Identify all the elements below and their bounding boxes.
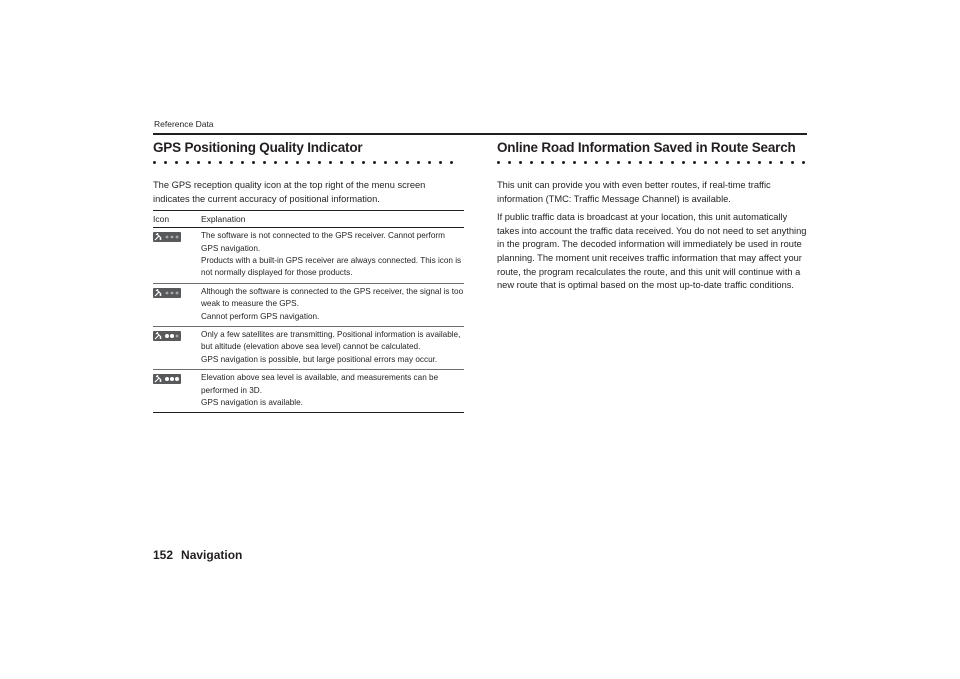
explanation-line: Although the software is connected to the GPS receiver, the signal is too weak to measure the GPS. — [201, 286, 464, 309]
rule-dot — [639, 161, 642, 164]
rule-dot — [562, 161, 565, 164]
col-header-icon: Icon — [153, 211, 201, 228]
rule-dot — [671, 161, 674, 164]
rule-dot — [519, 161, 522, 164]
gps-no-connection-icon — [153, 232, 181, 242]
online-road-para-2: If public traffic data is broadcast at your location, this unit automatically takes into account the traffic data received. You do not need to set anything in the program. The decoded information will immediately be used in route planning. The moment unit receives traffic information that may affect your route, the program recalculates the route, and this unit will continue with a new route that is optimal based on the most up-to-date traffic conditions. — [497, 212, 807, 291]
gps-2d-fix-icon — [153, 331, 181, 341]
rule-dot — [617, 161, 620, 164]
rule-dot — [208, 161, 211, 164]
col-header-explanation: Explanation — [201, 211, 464, 228]
rule-dot — [417, 161, 420, 164]
footer-section: Navigation — [181, 548, 243, 562]
rule-dot — [595, 161, 598, 164]
rule-dot — [693, 161, 696, 164]
rule-dot — [497, 161, 500, 164]
online-road-section — [497, 138, 807, 293]
rule-dot — [649, 161, 652, 164]
rule-dot — [230, 161, 233, 164]
explanation-text — [201, 228, 464, 283]
rule-dot — [274, 161, 277, 164]
top-rule — [153, 133, 807, 135]
explanation-line: Elevation above sea level is available, and measurements can be performed in 3D. — [201, 373, 439, 395]
rule-dot — [584, 161, 587, 164]
rule-dot — [606, 161, 609, 164]
page-footer — [153, 548, 242, 562]
rule-dot — [737, 161, 740, 164]
rule-dot — [252, 161, 255, 164]
rule-dot — [428, 161, 431, 164]
rule-dot — [285, 161, 288, 164]
rule-dot — [704, 161, 707, 164]
rule-dot — [406, 161, 409, 164]
rule-dot — [450, 161, 453, 164]
explanation-line: Products with a built-in GPS receiver are always connected. This icon is not normally displayed for those products. — [201, 256, 462, 278]
rule-dot — [508, 161, 511, 164]
running-head: Reference Data — [154, 119, 214, 129]
rule-dot — [384, 161, 387, 164]
rule-dot — [153, 161, 156, 164]
online-road-title: Online Road Information Saved in Route Search — [497, 140, 796, 155]
rule-dot — [747, 161, 750, 164]
rule-dot — [340, 161, 343, 164]
table-row — [153, 283, 464, 326]
rule-dot — [164, 161, 167, 164]
table-row — [153, 228, 464, 284]
explanation-text — [201, 370, 464, 412]
title-dot-rule — [153, 159, 453, 167]
rule-dot — [628, 161, 631, 164]
gps-section-title: GPS Positioning Quality Indicator — [153, 140, 363, 155]
rule-dot — [296, 161, 299, 164]
rule-dot — [541, 161, 544, 164]
explanation-text — [201, 284, 464, 326]
title-dot-rule — [497, 159, 805, 167]
rule-dot — [439, 161, 442, 164]
explanation-line: Cannot perform GPS navigation. — [201, 311, 320, 321]
rule-dot — [660, 161, 663, 164]
table-row — [153, 327, 464, 370]
rule-dot — [307, 161, 310, 164]
rule-dot — [395, 161, 398, 164]
rule-dot — [175, 161, 178, 164]
rule-dot — [241, 161, 244, 164]
rule-dot — [362, 161, 365, 164]
rule-dot — [715, 161, 718, 164]
gps-icon-table — [153, 210, 464, 413]
rule-dot — [197, 161, 200, 164]
rule-dot — [263, 161, 266, 164]
rule-dot — [791, 161, 794, 164]
rule-dot — [329, 161, 332, 164]
rule-dot — [769, 161, 772, 164]
explanation-text — [201, 327, 464, 369]
rule-dot — [318, 161, 321, 164]
page-number: 152 — [153, 548, 174, 562]
rule-dot — [802, 161, 805, 164]
table-row — [153, 370, 464, 413]
explanation-line: The software is not connected to the GPS receiver. Cannot perform GPS navigation. — [201, 231, 445, 253]
rule-dot — [780, 161, 783, 164]
rule-dot — [551, 161, 554, 164]
online-road-para-1: This unit can provide you with even better routes, if real-time traffic information (TMC: Traffic Message Channel) is available. — [497, 180, 771, 204]
rule-dot — [530, 161, 533, 164]
explanation-line: GPS navigation is possible, but large positional errors may occur. — [201, 354, 438, 364]
gps-intro: The GPS reception quality icon at the top right of the menu screen indicates the current accuracy of positional information. — [153, 180, 426, 204]
explanation-line: GPS navigation is available. — [201, 398, 303, 408]
rule-dot — [351, 161, 354, 164]
rule-dot — [573, 161, 576, 164]
explanation-line: Only a few satellites are transmitting. Positional information is available, but altitude (elevation above sea level) cannot be calculated. — [201, 330, 461, 352]
rule-dot — [758, 161, 761, 164]
rule-dot — [186, 161, 189, 164]
rule-dot — [373, 161, 376, 164]
rule-dot — [219, 161, 222, 164]
gps-weak-signal-icon — [153, 288, 181, 298]
gps-section — [153, 138, 464, 413]
rule-dot — [682, 161, 685, 164]
gps-3d-fix-icon — [153, 374, 181, 384]
rule-dot — [726, 161, 729, 164]
